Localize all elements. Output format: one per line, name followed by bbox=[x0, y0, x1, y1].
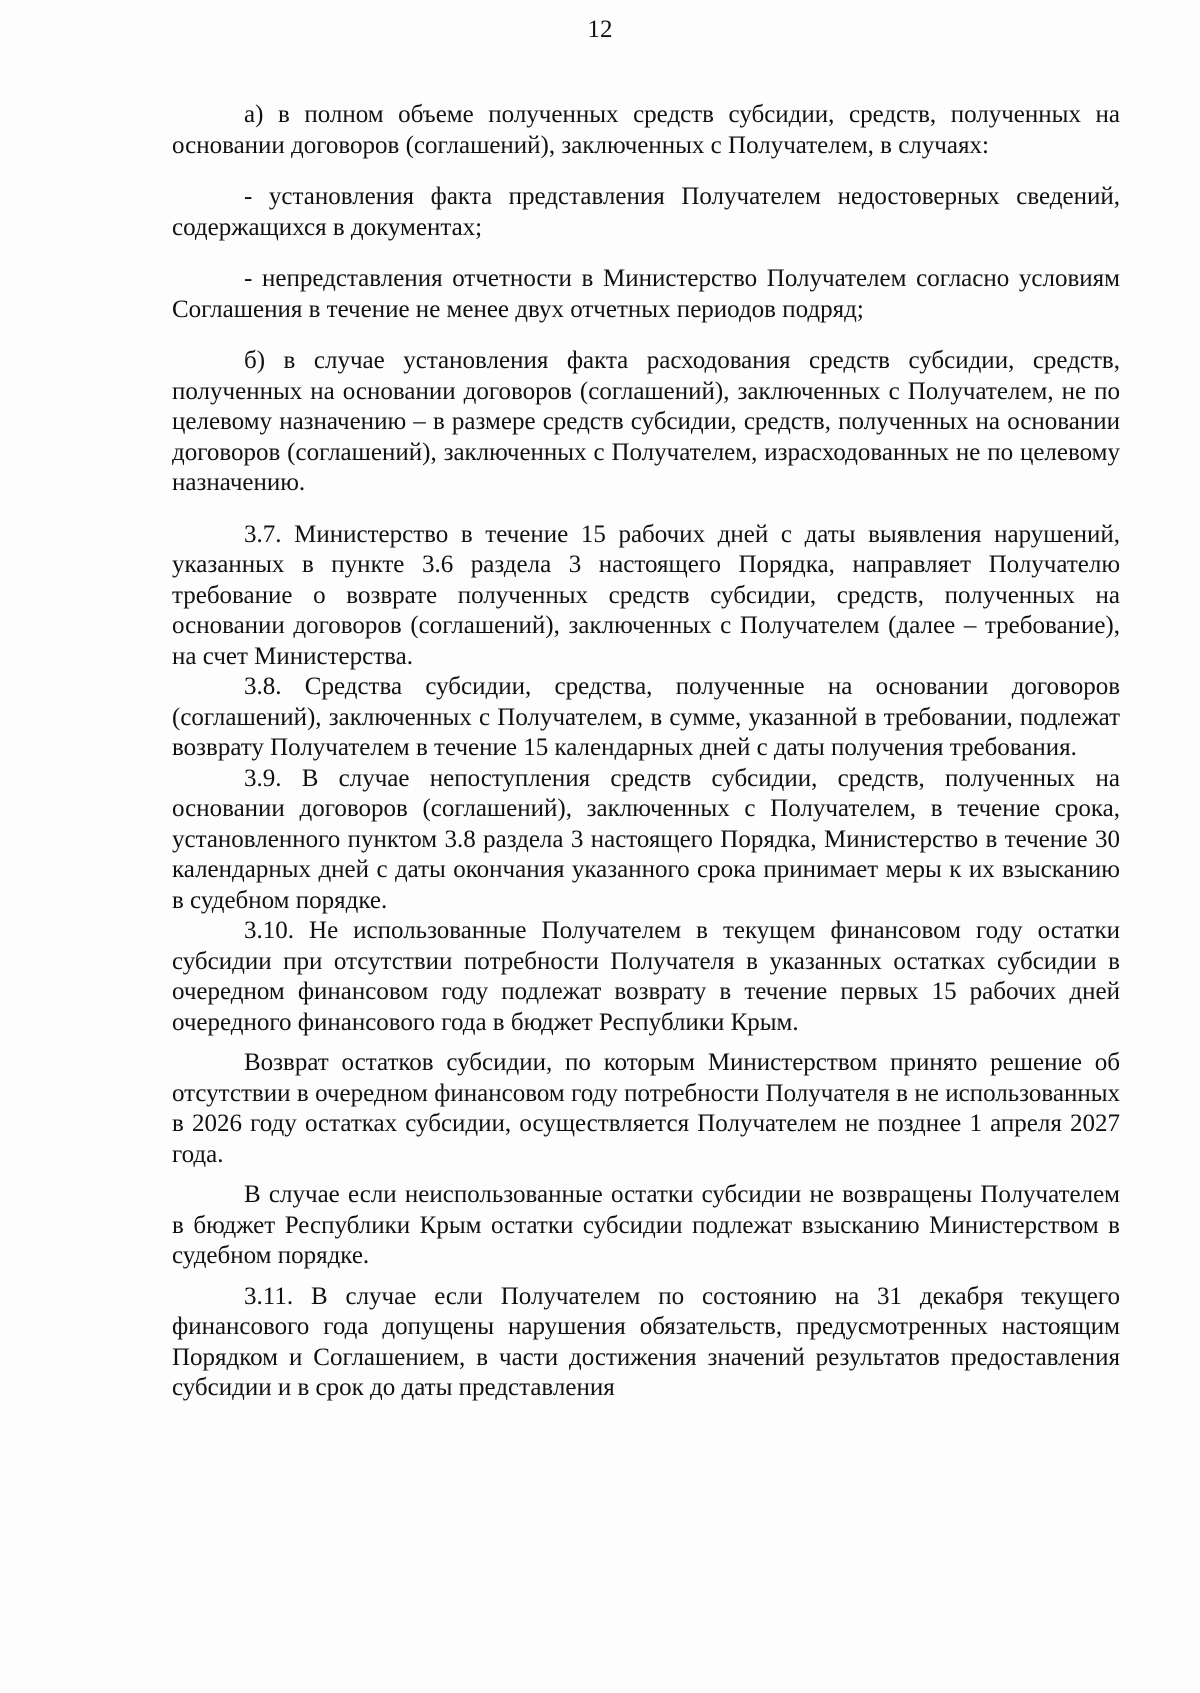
paragraph-return-remainders: Возврат остатков субсидии, по которым Министерством принято решение об отсутствии в очередном финансовом году потребности Получателя в не использованных в 2026 году остатках субсидии, осуществляется Получателем не позднее 1 апреля 2027 года. bbox=[172, 1049, 1120, 1168]
paragraph-3-11: 3.11. В случае если Получателем по состоянию на 31 декабря текущего финансового года допущены нарушения обязательств, предусмотренных настоящим Порядком и Соглашением, в части достижения значений результатов предоставления субсидии и в срок до даты представления bbox=[172, 1282, 1120, 1401]
paragraph-3-10: 3.10. Не использованные Получателем в текущем финансовом году остатки субсидии при отсутствии потребности Получателя в указанных остатках субсидии в очередном финансовом году подлежат возврату в течение первых 15 рабочих дней очередного финансового года в бюджет Республики Крым. bbox=[172, 917, 1120, 1036]
paragraph-3-7: 3.7. Министерство в течение 15 рабочих дней с даты выявления нарушений, указанных в пункте 3.6 раздела 3 настоящего Порядка, направляет Получателю требование о возврате полученных средств субсидии, средств, полученных на основании договоров (соглашений), заключенных с Получателем (далее – требование), на счет Министерства. bbox=[172, 520, 1120, 670]
paragraph-3-8: 3.8. Средства субсидии, средства, полученные на основании договоров (соглашений), заключенных с Получателем, в сумме, указанной в требовании, подлежат возврату Получателем в течение 15 календарных дней с даты получения требования. bbox=[172, 673, 1120, 761]
document-body bbox=[172, 100, 1120, 1404]
paragraph-item-a: а) в полном объеме полученных средств субсидии, средств, полученных на основании договоров (соглашений), заключенных с Получателем, в случаях: bbox=[172, 101, 1120, 159]
paragraph-3-9: 3.9. В случае непоступления средств субсидии, средств, полученных на основании договоров (соглашений), заключенных с Получателем, в течение срока, установленного пунктом 3.8 раздела 3 настоящего Порядка, Министерство в течение 30 календарных дней с даты окончания указанного срока принимает меры к их взысканию в судебном порядке. bbox=[172, 764, 1120, 914]
paragraph-bullet-false-info: - установления факта представления Получателем недостоверных сведений, содержащихся в документах; bbox=[172, 183, 1120, 241]
page-number: 12 bbox=[587, 16, 613, 43]
paragraph-item-b: б) в случае установления факта расходования средств субсидии, средств, полученных на основании договоров (соглашений), заключенных с Получателем, не по целевому назначению – в размере средств субсидии, средств, полученных на основании договоров (соглашений), заключенных с Получателем, израсходованных не по целевому назначению. bbox=[172, 347, 1120, 496]
paragraph-recovery: В случае если неиспользованные остатки субсидии не возвращены Получателем в бюджет Республики Крым остатки субсидии подлежат взысканию Министерством в судебном порядке. bbox=[172, 1181, 1120, 1269]
paragraph-bullet-no-reports: - непредставления отчетности в Министерство Получателем согласно условиям Соглашения в течение не менее двух отчетных периодов подряд; bbox=[172, 265, 1120, 323]
